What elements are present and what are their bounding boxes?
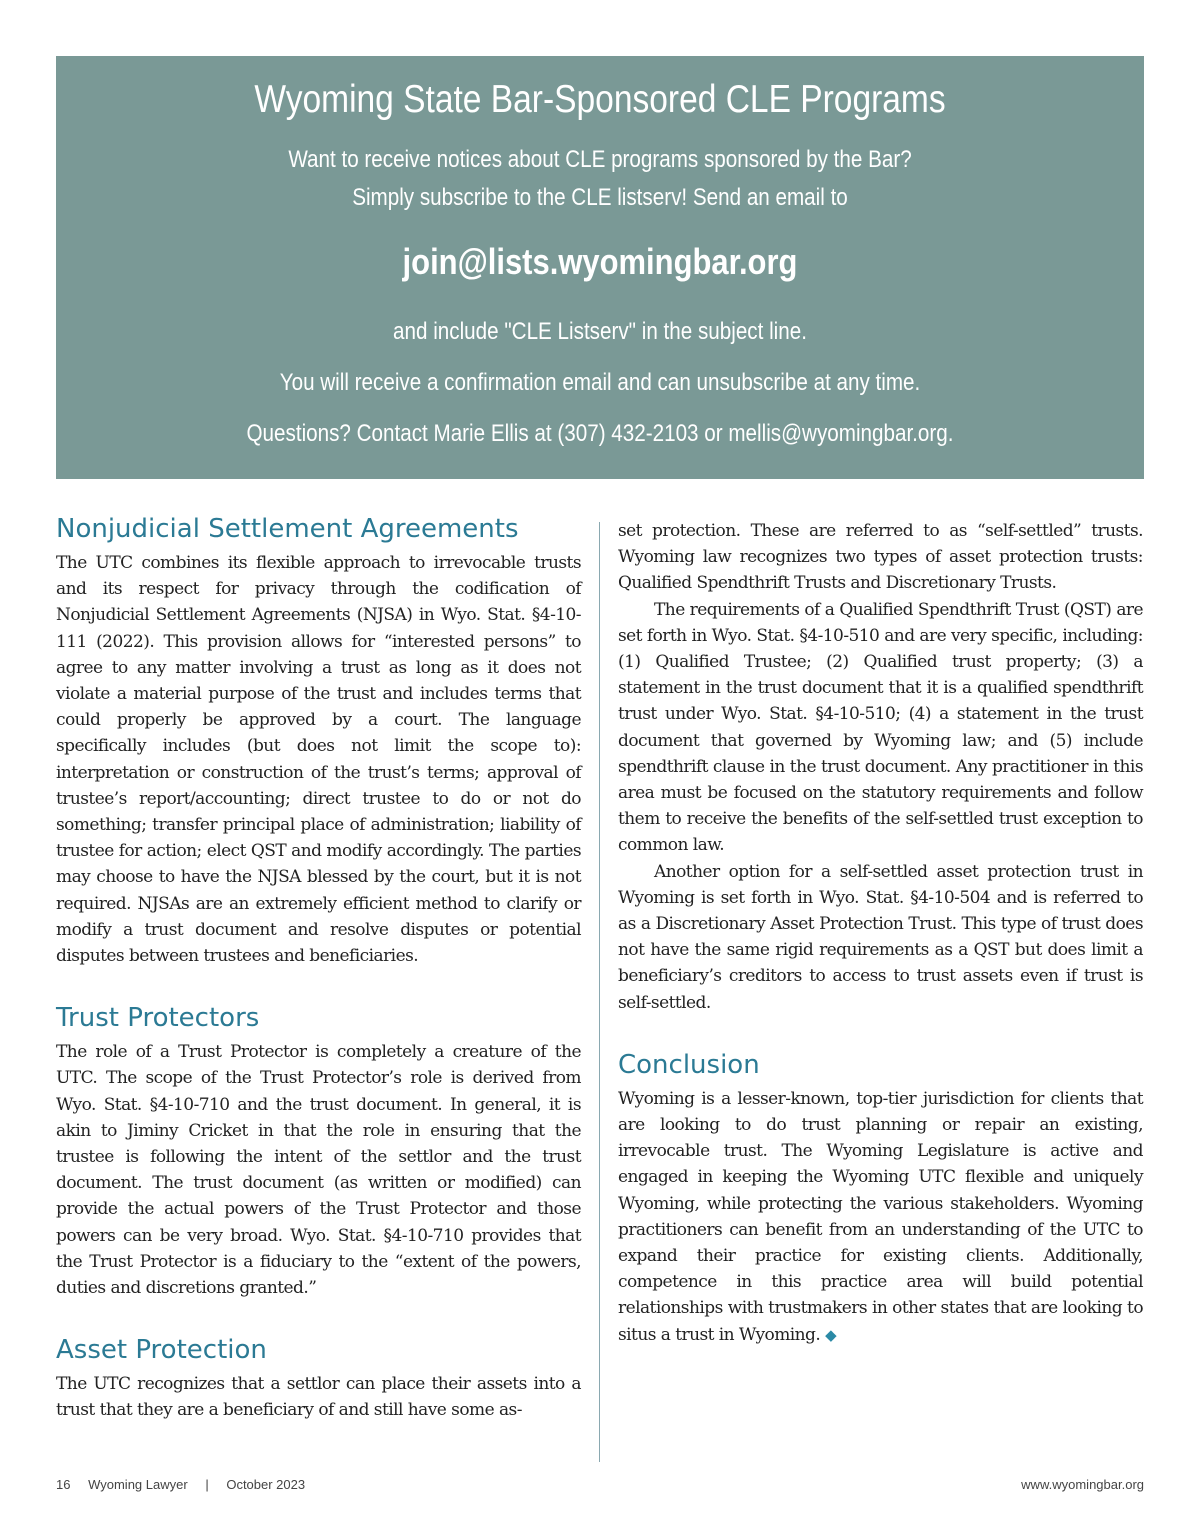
end-diamond-icon: ◆ bbox=[825, 1325, 837, 1344]
right-column bbox=[618, 518, 1143, 1348]
conclusion-body bbox=[618, 1086, 1143, 1348]
page-footer bbox=[56, 1477, 1144, 1497]
website-link[interactable]: www.wyomingbar.org bbox=[1021, 1477, 1144, 1492]
njsa-heading: Nonjudicial Settlement Agreements bbox=[56, 514, 519, 544]
page-number: 16 bbox=[56, 1477, 71, 1492]
banner-email[interactable]: join@lists.wyomingbar.org bbox=[402, 241, 798, 282]
conclusion-heading: Conclusion bbox=[618, 1049, 760, 1080]
njsa-body: The UTC combines its flexible approach to irrevocable trusts and its respect for privacy through the codification of Nonjudicial Settlement Agreements (NJSA) in Wyo. Stat. §4-10-111 (2022). This provision allows for “interested persons” to agree to any matter involving a trust as long as it does not violate a material purpose of the trust and includes terms that could properly be approved by a court. The language specifically includes (but does not limit the scope to): interpretation or construction of the trust’s terms; approval of trustee’s report/accounting; direct trustee to do or not do something; transfer principal place of administration; liability of trustee for action; elect QST and modify accordingly. The parties may choose to have the NJSA blessed by the court, but it is not required. NJSAs are an extremely efficient method to clarify or modify a trust document and resolve disputes or potential disputes between trustees and beneficiaries. bbox=[56, 553, 581, 967]
conclusion-text: Wyoming is a lesser-known, top-tier jurisdiction for clients that are looking to do trust planning or repair an existing, irrevocable trust. The Wyoming Legislature is active and engaged in keeping the Wyoming UTC flexible and uniquely Wyoming, while protecting the various stakeholders. Wyoming practitioners can benefit from an understanding of the UTC to expand their practice for existing clients. Additionally, competence in this practice area will build potential relationships with trustmakers in other states that are looking to situs a trust in Wyoming. bbox=[618, 1088, 1143, 1345]
issue-date: October 2023 bbox=[226, 1477, 306, 1492]
banner-title: Wyoming State Bar-Sponsored CLE Programs bbox=[254, 78, 946, 121]
asset-protection-heading: Asset Protection bbox=[56, 1335, 267, 1366]
column-divider bbox=[599, 522, 600, 1462]
banner-line-1: Want to receive notices about CLE programs sponsored by the Bar? bbox=[288, 146, 912, 173]
left-column bbox=[56, 514, 581, 1424]
discretionary-trust-paragraph: Another option for a self-settled asset protection trust in Wyoming is set forth in Wyo. Stat. §4-10-504 and is referred to as a Discretionary Asset Protection Trust. This type of trust does not have the same rigid requirements as a QST but does limit a beneficiary’s creditors to access to trust assets even if trust is self-settled. bbox=[618, 861, 1143, 1013]
footer-left bbox=[56, 1477, 319, 1492]
asset-protection-body-cont: set protection. These are referred to as “self-settled” trusts. Wyoming law recognizes two types of asset protection trusts: Qualified Spendthrift Trusts and Discretionary Trusts. bbox=[618, 521, 1143, 594]
publication-name: Wyoming Lawyer bbox=[88, 1477, 188, 1492]
banner-line-2: Simply subscribe to the CLE listserv! Send an email to bbox=[352, 184, 848, 211]
qst-paragraph: The requirements of a Qualified Spendthrift Trust (QST) are set forth in Wyo. Stat. §4-10-510 and are very specific, including: (1) Qualified Trustee; (2) Qualified trust property; (3) a statement in the trust document that it is a qualified spendthrift trust under Wyo. Stat. §4-10-510; (4) a statement in the trust document that governed by Wyoming law; and (5) include spendthrift clause in the trust document. Any practitioner in this area must be focused on the statutory requirements and follow them to receive the benefits of the self-settled trust exception to common law. bbox=[618, 599, 1143, 856]
banner-line-4: You will receive a confirmation email and can unsubscribe at any time. bbox=[279, 369, 921, 396]
asset-protection-body-start: The UTC recognizes that a settlor can place their assets into a trust that they are a beneficiary of and still have some as- bbox=[56, 1374, 581, 1421]
cle-banner bbox=[56, 56, 1144, 479]
trust-protectors-heading: Trust Protectors bbox=[56, 1003, 260, 1034]
banner-line-3: and include "CLE Listserv" in the subject line. bbox=[393, 318, 807, 345]
banner-line-5: Questions? Contact Marie Ellis at (307) 432-2103 or mellis@wyomingbar.org. bbox=[246, 420, 954, 447]
footer-separator: | bbox=[205, 1477, 209, 1492]
trust-protectors-body: The role of a Trust Protector is completely a creature of the UTC. The scope of the Trust Protector’s role is derived from Wyo. Stat. §4-10-710 and the trust document. In general, it is akin to Jiminy Cricket in that the role in ensuring that the trustee is following the intent of the settlor and the trust document. The trust document (as written or modified) can provide the actual powers of the Trust Protector and those powers can be very broad. Wyo. Stat. §4-10-710 provides that the Trust Protector is a fiduciary to the “extent of the powers, duties and discretions granted.” bbox=[56, 1042, 581, 1299]
